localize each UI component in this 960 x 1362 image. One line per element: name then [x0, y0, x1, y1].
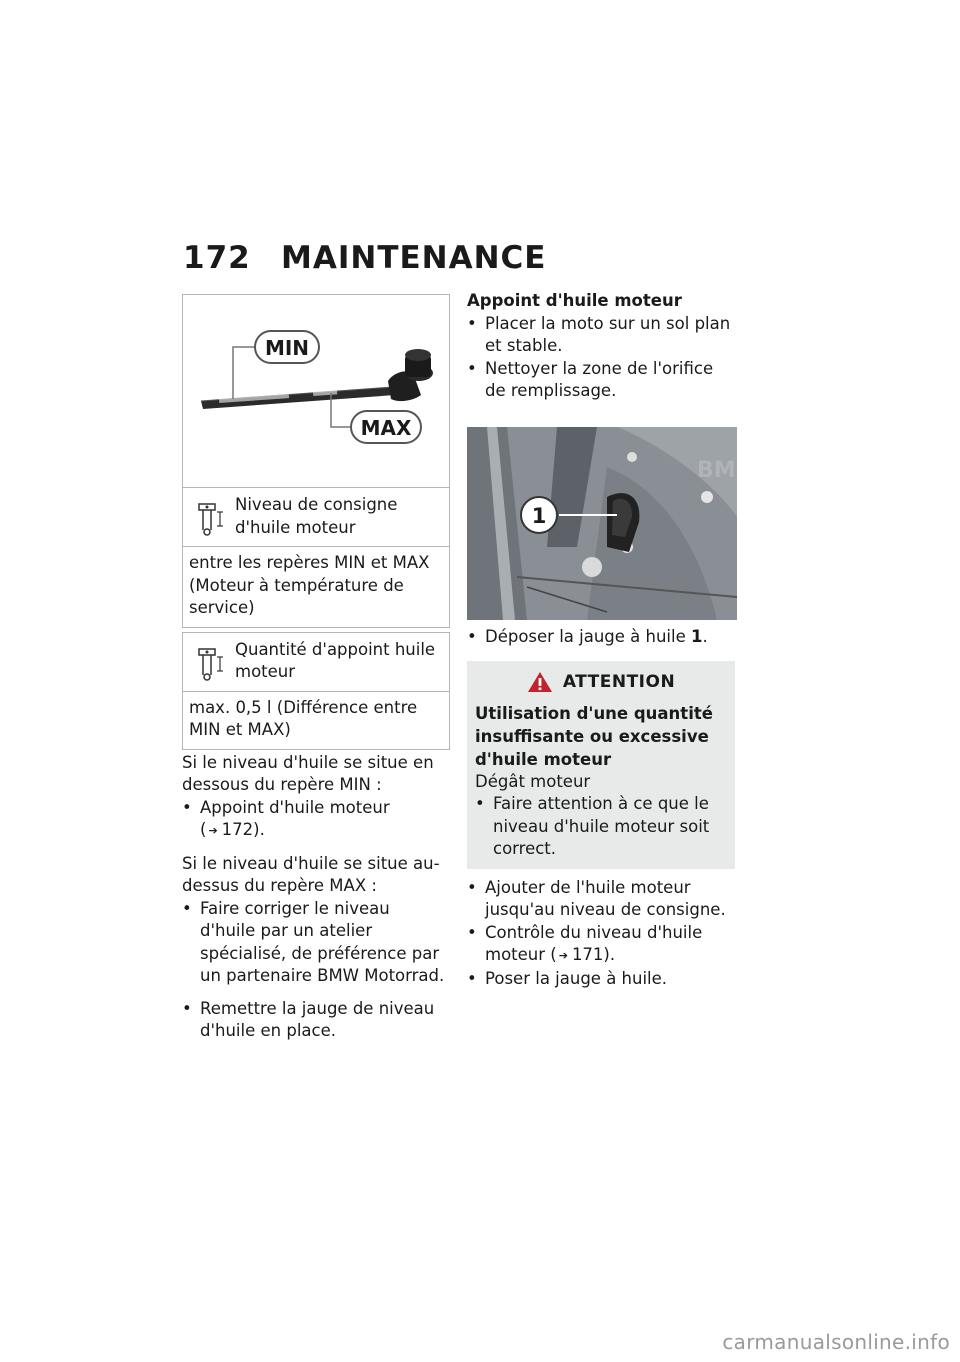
list-item: • Déposer la jauge à huile 1. — [467, 626, 735, 649]
reference-arrow-icon: ➔ — [558, 949, 568, 962]
spec-oil-topup-title: Quantité d'appoint huile moteur — [235, 639, 436, 681]
engine-illustration — [467, 427, 737, 620]
right-column — [467, 290, 735, 990]
page-header — [183, 240, 546, 276]
spec-oil-topup — [182, 632, 450, 750]
warning-triangle-icon — [527, 671, 553, 693]
list-item: • Faire corriger le niveau d'huile par un atelier spécialisé, de préférence par un partenaire BMW Motorrad. — [182, 898, 450, 988]
list-item: • Faire attention à ce que le niveau d'huile moteur soit correct. — [475, 793, 727, 861]
list-preparation — [467, 313, 735, 403]
spec-oil-level-title: Niveau de consigne d'huile moteur — [235, 495, 398, 537]
min-label: MIN — [264, 336, 310, 360]
list-remove-dipstick — [467, 626, 735, 649]
spec-oil-topup-value: max. 0,5 l (Différence entre MIN et MAX) — [189, 697, 418, 739]
dipstick-figure — [182, 294, 450, 488]
list-item: • Placer la moto sur un sol plan et stable. — [467, 313, 735, 358]
section-title: MAINTENANCE — [281, 240, 547, 276]
oil-level-icon — [195, 643, 227, 683]
list-above-max — [182, 898, 450, 1043]
warning-label: ATTENTION — [562, 672, 676, 692]
engine-photo — [467, 427, 737, 620]
reference-arrow-icon: ➔ — [208, 824, 218, 837]
spec-oil-level-header — [183, 488, 449, 547]
list-item: • Appoint d'huile moteur ( ➔ 172). — [182, 797, 450, 843]
page-reference-link[interactable]: 172). — [221, 820, 265, 839]
max-label: MAX — [360, 416, 412, 440]
warning-cause: Utilisation d'une quantité insuffisante ou excessive d'huile moteur — [475, 703, 713, 769]
list-item: • Poser la jauge à huile. — [467, 968, 735, 991]
warning-list — [475, 793, 727, 861]
svg-text:BM: BM — [697, 457, 736, 483]
list-final-steps — [467, 877, 735, 991]
left-column — [182, 294, 450, 1043]
list-below-min — [182, 797, 450, 843]
list-item: • Nettoyer la zone de l'orifice de remplissage. — [467, 358, 735, 403]
warning-consequence: Dégât moteur — [475, 771, 591, 791]
spec-oil-level-value: entre les repères MIN et MAX (Moteur à température de service) — [189, 553, 430, 617]
photo-callout-number: 1 — [531, 503, 547, 528]
list-item: • Contrôle du niveau d'huile moteur ( ➔ 171). — [467, 922, 735, 968]
paragraph-below-min: Si le niveau d'huile se situe en dessous du repère MIN : — [182, 752, 434, 794]
section-subtitle: Appoint d'huile moteur — [467, 291, 682, 310]
warning-header — [475, 671, 727, 694]
page-reference-link[interactable]: 171). — [571, 945, 616, 964]
spec-oil-level — [182, 488, 450, 628]
watermark: carmanualsonline.info — [722, 1330, 950, 1354]
list-item: • Remettre la jauge de niveau d'huile en place. — [182, 998, 450, 1043]
spec-oil-topup-header — [183, 633, 449, 692]
oil-level-icon — [195, 498, 227, 538]
list-item: • Ajouter de l'huile moteur jusqu'au niveau de consigne. — [467, 877, 735, 922]
dipstick-illustration — [183, 295, 449, 487]
page-number: 172 — [183, 240, 251, 276]
warning-box — [467, 661, 735, 869]
paragraph-above-max: Si le niveau d'huile se situe au-dessus du repère MAX : — [182, 853, 440, 895]
